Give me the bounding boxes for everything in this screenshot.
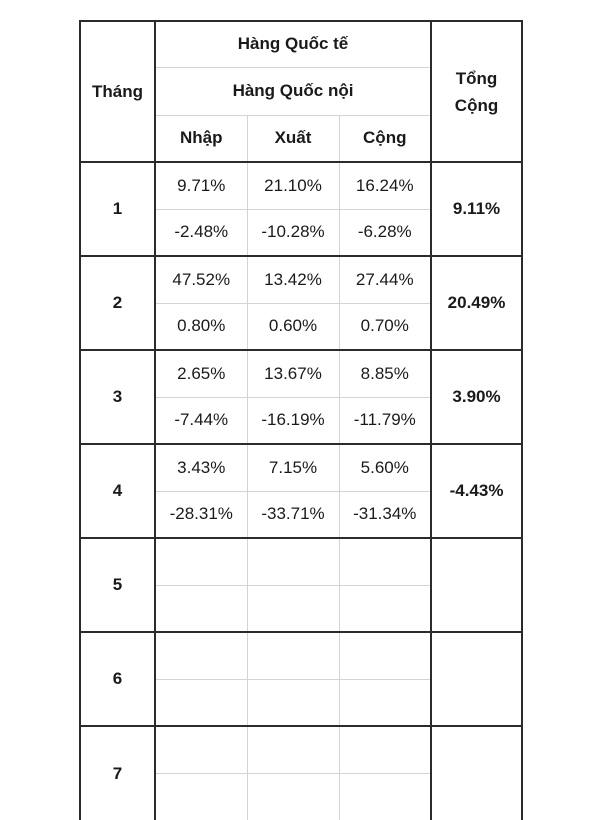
import-cell: 2.65% [155, 350, 247, 397]
total-cell [431, 726, 522, 820]
import-cell [155, 632, 247, 679]
sum-cell: 8.85% [339, 350, 431, 397]
header-import: Nhập [155, 115, 247, 162]
month-cell: 3 [80, 350, 155, 444]
table-row [80, 350, 522, 397]
header-sum: Cộng [339, 115, 431, 162]
import-cell [155, 585, 247, 632]
sum-cell [339, 585, 431, 632]
header-total [431, 21, 522, 162]
sum-cell [339, 726, 431, 773]
total-cell [431, 538, 522, 632]
import-cell [155, 538, 247, 585]
sum-cell: 0.70% [339, 303, 431, 350]
import-cell: 9.71% [155, 162, 247, 209]
export-cell [247, 726, 339, 773]
monthly-growth-table [79, 20, 523, 820]
import-cell: 47.52% [155, 256, 247, 303]
import-cell: -2.48% [155, 209, 247, 256]
export-cell: 0.60% [247, 303, 339, 350]
sum-cell: -6.28% [339, 209, 431, 256]
export-cell: -16.19% [247, 397, 339, 444]
export-cell [247, 632, 339, 679]
export-cell: 13.67% [247, 350, 339, 397]
sum-cell: -31.34% [339, 491, 431, 538]
import-cell [155, 726, 247, 773]
table-row [80, 162, 522, 209]
month-cell: 7 [80, 726, 155, 820]
import-cell: 0.80% [155, 303, 247, 350]
total-cell: 3.90% [431, 350, 522, 444]
export-cell [247, 538, 339, 585]
header-international: Hàng Quốc tế [155, 21, 431, 67]
import-cell [155, 773, 247, 820]
export-cell [247, 679, 339, 726]
sum-cell: 5.60% [339, 444, 431, 491]
sum-cell: 16.24% [339, 162, 431, 209]
table-row [80, 444, 522, 491]
export-cell: 13.42% [247, 256, 339, 303]
export-cell [247, 585, 339, 632]
header-month: Tháng [80, 21, 155, 162]
sum-cell [339, 679, 431, 726]
header-total-label: Tổng Cộng [454, 68, 499, 115]
table-row [80, 538, 522, 585]
month-cell: 4 [80, 444, 155, 538]
header-export: Xuất [247, 115, 339, 162]
import-cell: -7.44% [155, 397, 247, 444]
export-cell: -10.28% [247, 209, 339, 256]
sum-cell [339, 538, 431, 585]
header-domestic: Hàng Quốc nội [155, 67, 431, 115]
total-cell: -4.43% [431, 444, 522, 538]
data-table-container [79, 20, 521, 820]
table-row [80, 632, 522, 679]
table-row [80, 726, 522, 773]
import-cell: -28.31% [155, 491, 247, 538]
total-cell: 9.11% [431, 162, 522, 256]
sum-cell [339, 773, 431, 820]
export-cell: -33.71% [247, 491, 339, 538]
import-cell: 3.43% [155, 444, 247, 491]
table-row [80, 256, 522, 303]
month-cell: 1 [80, 162, 155, 256]
sum-cell [339, 632, 431, 679]
month-cell: 6 [80, 632, 155, 726]
total-cell [431, 632, 522, 726]
sum-cell: 27.44% [339, 256, 431, 303]
sum-cell: -11.79% [339, 397, 431, 444]
import-cell [155, 679, 247, 726]
export-cell: 7.15% [247, 444, 339, 491]
total-cell: 20.49% [431, 256, 522, 350]
export-cell: 21.10% [247, 162, 339, 209]
month-cell: 5 [80, 538, 155, 632]
month-cell: 2 [80, 256, 155, 350]
export-cell [247, 773, 339, 820]
